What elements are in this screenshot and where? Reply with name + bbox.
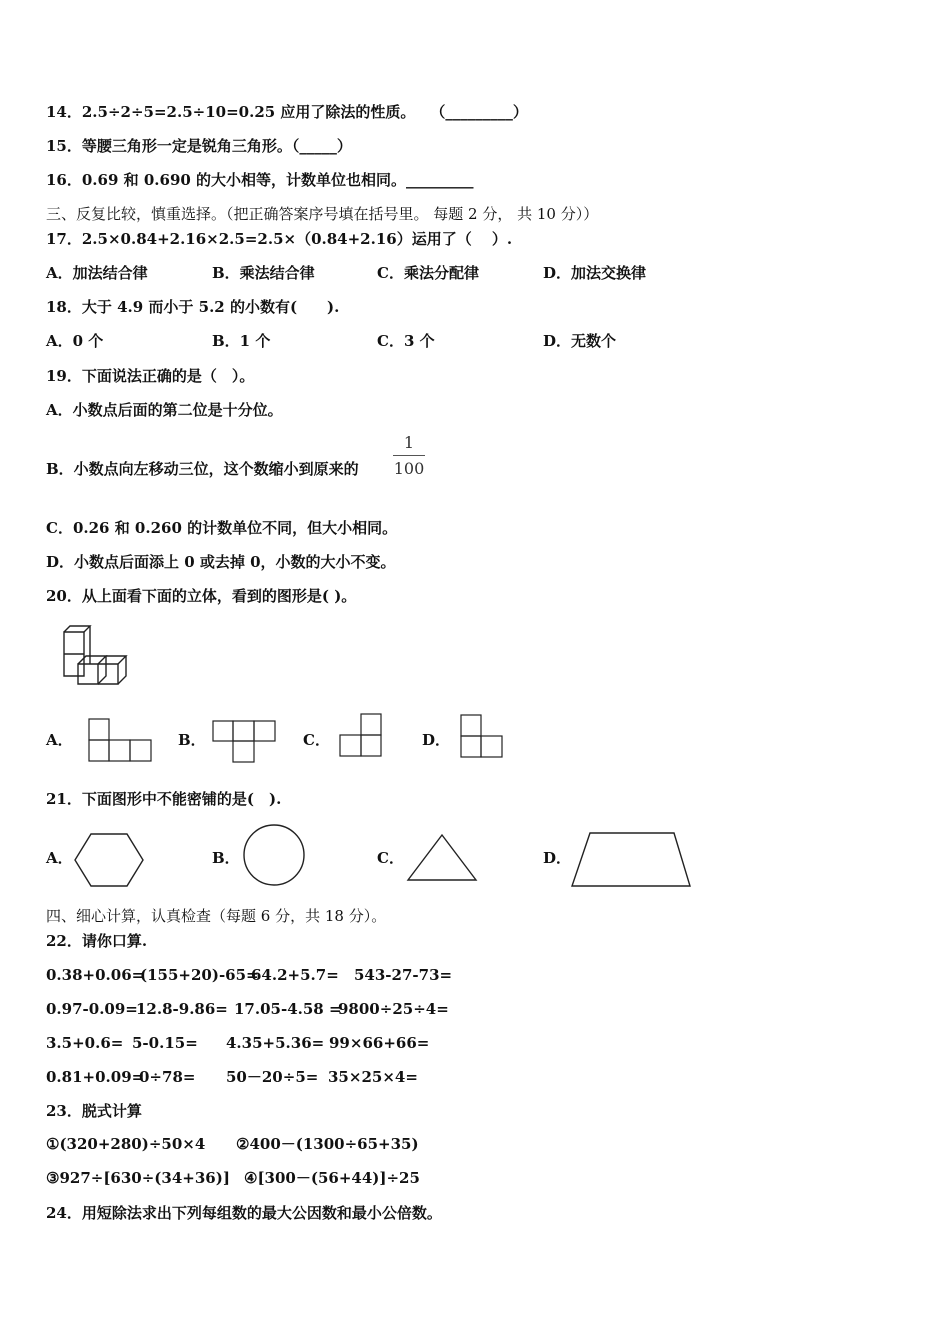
triangle-shape[interactable] <box>406 834 478 882</box>
question-16: 16．0.69 和 0.690 的大小相等，计数单位也相同。_________ <box>46 171 474 189</box>
cube-solid-figure <box>60 624 136 686</box>
fraction-denominator: 100 <box>393 459 425 478</box>
q20-option-c[interactable]: C． <box>303 731 330 749</box>
q19-option-b[interactable]: B．小数点向左移动三位，这个数缩小到原来的 <box>46 460 359 478</box>
q17-option-b[interactable]: B．乘法结合律 <box>212 264 315 282</box>
q22-r2-c2: 12.8-9.86= <box>136 1000 228 1018</box>
q21-option-c[interactable]: C． <box>377 849 404 867</box>
section-3-heading: 三、反复比较，慎重选择。（把正确答案序号填在括号里。 每题 2 分， 共 10 分）） <box>46 205 599 223</box>
q17-option-a[interactable]: A．加法结合律 <box>46 264 148 282</box>
q18-option-b[interactable]: B．1 个 <box>212 332 271 350</box>
q23-item-1: ①(320+280)÷50×4 <box>46 1135 206 1153</box>
top-view-d-figure[interactable] <box>460 714 504 758</box>
question-24: 24．用短除法求出下列每组数的最大公因数和最小公倍数。 <box>46 1204 442 1222</box>
question-14: 14．2.5÷2÷5=2.5÷10=0.25 应用了除法的性质。 （_________） <box>46 103 528 121</box>
q20-option-b[interactable]: B． <box>178 731 206 749</box>
q22-r1-c2: (155+20)-65= <box>140 966 259 984</box>
question-18-stem: 18．大于 4.9 而小于 5.2 的小数有( ). <box>46 298 340 316</box>
question-22-stem: 22．请你口算. <box>46 932 148 950</box>
question-15: 15．等腰三角形一定是锐角三角形。（_____） <box>46 137 352 155</box>
q22-r1-c4: 543-27-73= <box>354 966 453 984</box>
q22-r2-c4: 9800÷25÷4= <box>338 1000 449 1018</box>
q20-option-a[interactable]: A． <box>46 731 73 749</box>
q21-option-d[interactable]: D． <box>543 849 572 867</box>
q22-r3-c3: 4.35+5.36= <box>226 1034 325 1052</box>
question-21-stem: 21．下面图形中不能密铺的是( ). <box>46 790 282 808</box>
q22-r1-c1: 0.38+0.06= <box>46 966 145 984</box>
question-20-stem: 20．从上面看下面的立体，看到的图形是( )。 <box>46 587 357 605</box>
top-view-a-figure[interactable] <box>88 718 152 762</box>
question-23-stem: 23．脱式计算 <box>46 1102 142 1120</box>
q17-option-d[interactable]: D．加法交换律 <box>543 264 647 282</box>
q19-option-a[interactable]: A．小数点后面的第二位是十分位。 <box>46 401 283 419</box>
q22-r2-c3: 17.05-4.58 = <box>234 1000 342 1018</box>
fraction-bar <box>393 455 425 456</box>
question-19-stem: 19．下面说法正确的是（ ）。 <box>46 367 255 385</box>
q18-option-a[interactable]: A．0 个 <box>46 332 104 350</box>
q22-r4-c1: 0.81+0.09= <box>46 1068 145 1086</box>
fraction-numerator: 1 <box>403 433 415 452</box>
top-view-b-figure[interactable] <box>212 720 276 764</box>
top-view-c-figure[interactable] <box>339 713 383 757</box>
q19-option-d[interactable]: D．小数点后面添上 0 或去掉 0，小数的大小不变。 <box>46 553 396 571</box>
q22-r2-c1: 0.97-0.09= <box>46 1000 138 1018</box>
q23-item-3: ③927÷[630÷(34+36)] <box>46 1169 230 1187</box>
q18-option-d[interactable]: D．无数个 <box>543 332 617 350</box>
hexagon-shape[interactable] <box>74 833 144 887</box>
q19-option-c[interactable]: C．0.26 和 0.260 的计数单位不同，但大小相同。 <box>46 519 398 537</box>
q23-item-4: ④[300－(56+44)]÷25 <box>244 1169 420 1187</box>
q22-r4-c2: 0÷78= <box>139 1068 196 1086</box>
circle-shape[interactable] <box>242 823 306 887</box>
q18-option-c[interactable]: C．3 个 <box>377 332 435 350</box>
trapezoid-shape[interactable] <box>570 831 692 889</box>
question-17-stem: 17．2.5×0.84+2.16×2.5=2.5×（0.84+2.16）运用了（ ）. <box>46 230 513 248</box>
q22-r3-c1: 3.5+0.6= <box>46 1034 124 1052</box>
q17-option-c[interactable]: C．乘法分配律 <box>377 264 479 282</box>
q22-r1-c3: 64.2+5.7= <box>251 966 339 984</box>
section-4-heading: 四、细心计算，认真检查（每题 6 分，共 18 分）。 <box>46 907 387 925</box>
q22-r4-c3: 50－20÷5= <box>226 1068 319 1086</box>
q21-option-a[interactable]: A． <box>46 849 73 867</box>
fraction-one-hundredth <box>393 433 425 478</box>
q22-r3-c4: 99×66+66= <box>329 1034 430 1052</box>
q21-option-b[interactable]: B． <box>212 849 240 867</box>
q23-item-2: ②400－(1300÷65+35) <box>236 1135 419 1153</box>
q20-option-d[interactable]: D． <box>422 731 451 749</box>
q22-r3-c2: 5-0.15= <box>132 1034 198 1052</box>
q22-r4-c4: 35×25×4= <box>328 1068 418 1086</box>
